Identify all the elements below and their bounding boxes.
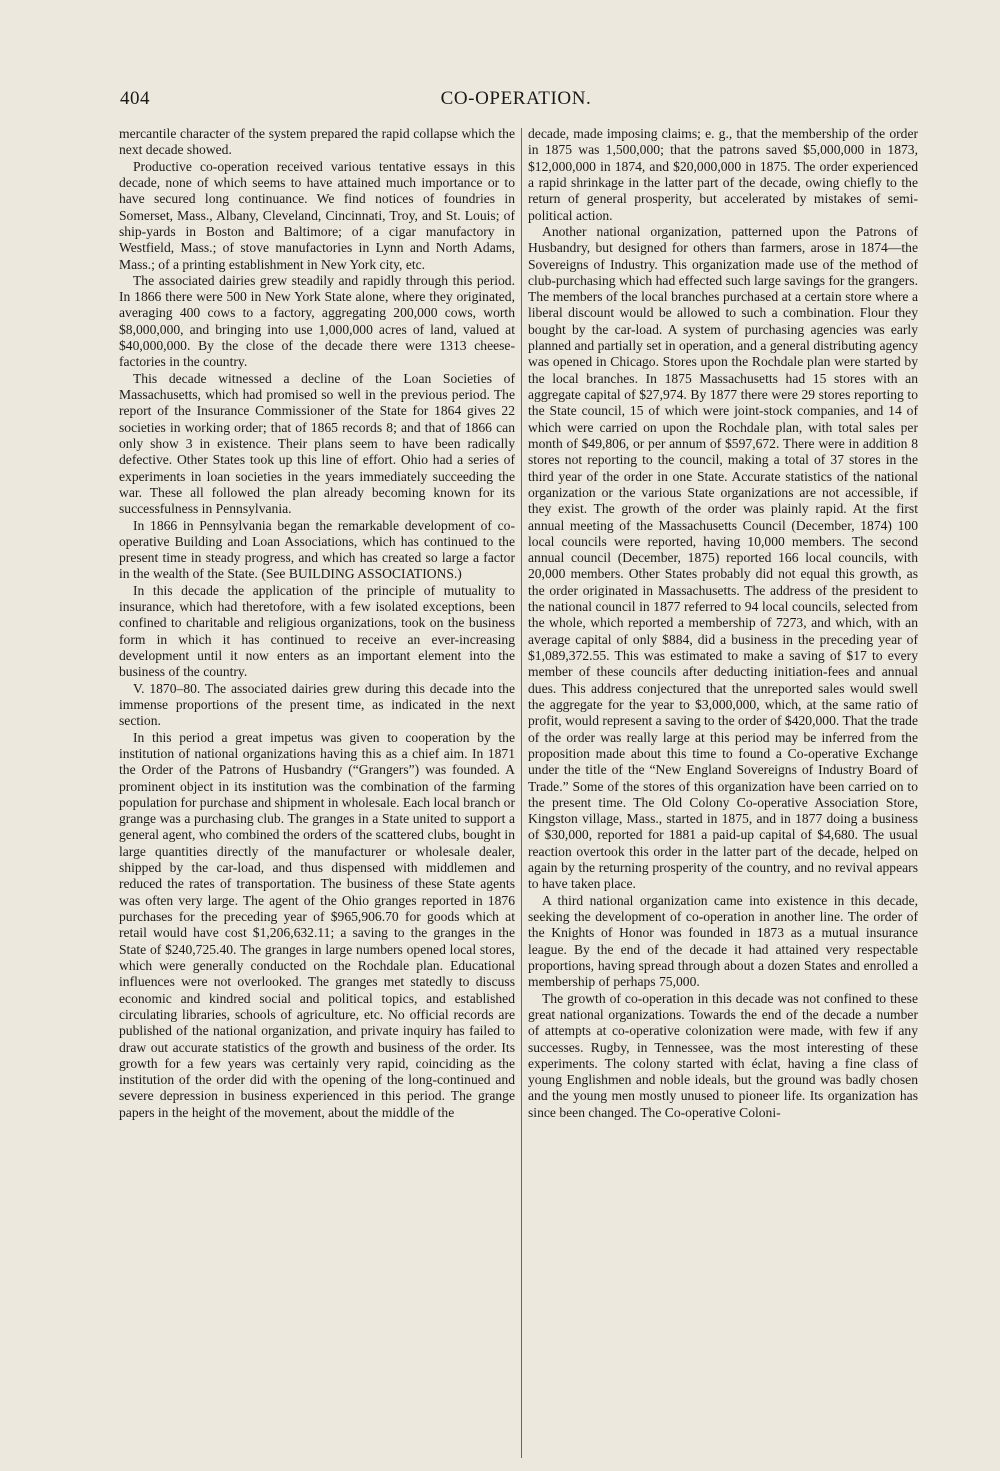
- right-column: [528, 126, 918, 1121]
- paragraph: In this decade the application of the principle of mutuality to insurance, which had theretofore, with a few isolated exceptions, been confined to charitable and religious organizations, took on the business form in which it has continued to receive an ever-increasing development until it now enters as an important element into the business of the country.: [119, 582, 515, 680]
- paragraph: mercantile character of the system prepared the rapid collapse which the next decade showed.: [119, 126, 515, 158]
- paragraph: The associated dairies grew steadily and rapidly through this period. In 1866 there were 500 in New York State alone, where they originated, averaging 400 cows to a factory, aggregating 200,000 cows, worth $8,000,000, and bringing into use 1,000,000 acres of land, valued at $40,000,000. By the close of the decade there were 1313 cheese-factories in the country.: [119, 272, 515, 370]
- left-column: [119, 126, 515, 1121]
- running-title: CO-OPERATION.: [440, 88, 592, 109]
- paragraph: V. 1870–80. The associated dairies grew during this decade into the immense proportions of the present time, as indicated in the next section.: [119, 680, 515, 729]
- page-number: 404: [120, 88, 150, 109]
- paragraph: A third national organization came into existence in this decade, seeking the development of co-operation in another line. The order of the Knights of Honor was founded in 1873 as a mutual insurance league. By the end of the decade it had attained very respectable proportions, having spread through about a dozen States and enrolled a membership of perhaps 75,000.: [528, 892, 918, 990]
- paragraph: This decade witnessed a decline of the Loan Societies of Massachusetts, which had promised so well in the previous period. The report of the Insurance Commissioner of the State for 1864 gives 22 societies in working order; that of 1865 records 8; and that of 1866 can only show 3 in existence. Their plans seem to have been radically defective. Other States took up this line of effort. Ohio had a series of experiments in loan societies in the years immediately succeeding the war. These all followed the plan already becoming known for its successfulness in Pennsylvania.: [119, 370, 515, 517]
- cross-reference: BUILDING ASSOCIATIONS.): [288, 566, 462, 582]
- paragraph: decade, made imposing claims; e. g., that the membership of the order in 1875 was 1,500,000; that the patrons saved $5,000,000 in 1873, $12,000,000 in 1874, and $20,000,000 in 1875. The order experienced a rapid shrinkage in the latter part of the decade, owing chiefly to the return of general prosperity, but accelerated by mistakes of semi-political action.: [528, 126, 918, 223]
- page-header: [120, 88, 912, 114]
- paragraph: Another national organization, patterned upon the Patrons of Husbandry, but designed for others than farmers, arose in 1874—the Sovereigns of Industry. This organization made use of the method of club-purchasing which had effected such large savings for the grangers. The members of the local branches purchased at a certain store where a liberal discount would be allowed to such a combination. Flour they bought by the car-load. A system of purchasing agencies was early planned and partially set in operation, and a general distributing agency was opened in Chicago. Stores upon the Rochdale plan were started by the local branches. In 1875 Massachusetts had 15 stores with an aggregate capital of $27,974. By 1877 there were 29 stores reporting to the State council, 15 of which were joint-stock companies, and 14 of which were carried on upon the Rochdale plan, with total sales per month of $49,806, or per annum of $597,672. There were in addition 8 stores not reporting to the council, making a total of 37 stores in the third year of the order in one State. Accurate statistics of the national organization or the various State organizations are not accessible, if they exist. The growth of the order was plainly rapid. At the first annual meeting of the Massachusetts Council (December, 1874) 100 local councils were reported, having 10,000 members. The second annual council (December, 1875) reported 166 local councils, with 20,000 members. Other States probably did not equal this growth, as the order originated in Massachusetts. The address of the president to the national council in 1877 referred to 94 local councils, selected from the whole, which reported a membership of 7273, and which, with an average capital of only $884, did a business in the preceding year of $1,089,372.55. This was estimated to make a saving of $17 to every member of these councils after deducting initiation-fees and annual dues. This address conjectured that the unreported sales would swell the aggregate for the year to $3,000,000, which, at the same ratio of profit, would represent a saving to the order of $420,000. That the trade of the order was really large at this period may be inferred from the proposition made about this time to found a Co-operative Exchange under the title of the “New England Sovereigns of Industry Board of Trade.” Some of the stores of this organization have been carried on to the present time. The Old Colony Co-operative Association Store, Kingston village, Mass., started in 1875, and in 1877 doing a business of $30,000, reported for 1881 a paid-up capital of $4,680. The usual reaction overtook this order in the latter part of the decade, helped on again by the returning prosperity of the country, and no revival appears to have taken place.: [528, 223, 918, 892]
- paragraph: Productive co-operation received various tentative essays in this decade, none of which seems to have attained much importance or to have secured long continuance. We find notices of foundries in Somerset, Mass., Albany, Cleveland, Cincinnati, Troy, and St. Louis; of ship-yards in Boston and Baltimore; of a cigar manufactory in Westfield, Mass.; of stove manufactories in Lynn and North Adams, Mass.; of a printing establishment in New York city, etc.: [119, 158, 515, 272]
- paragraph-text: In 1866 in Pennsylvania began the remarkable development of co-operative Building and Loan Associations, which has continued to the present time in steady progress, and which has created so large a factor in the wealth of the State. (See: [119, 517, 515, 582]
- paragraph: The growth of co-operation in this decade was not confined to these great national organizations. Towards the end of the decade a number of attempts at co-operative colonization were made, with few if any successes. Rugby, in Tennessee, was the most interesting of these experiments. The colony started with éclat, having a fine class of young Englishmen and noble ideals, but the ground was badly chosen and the young men mostly unused to pioneer life. Its organization has since been changed. The Co-operative Coloni-: [528, 990, 918, 1120]
- paragraph: [119, 518, 515, 583]
- paragraph: In this period a great impetus was given to cooperation by the institution of national organizations having this as a chief aim. In 1871 the Order of the Patrons of Husbandry (“Grangers”) was founded. A prominent object in its institution was the combination of the farming population for purchase and shipment in wholesale. Each local branch or grange was a purchasing club. The granges in a State united to support a general agent, who combined the orders of the scattered clubs, bought in large quantities directly of the manufacturer or wholesale dealer, shipped by the car-load, and thus dispensed with middlemen and reduced the rates of transportation. The business of these State agents was often very large. The agent of the Ohio granges reported in 1876 purchases for the preceding year of $965,906.70 for goods which at retail would have cost $1,206,632.11; a saving to the granges in the State of $240,725.40. The granges in large numbers opened local stores, which were generally conducted on the Rochdale plan. Educational influences were not overlooked. The granges met statedly to discuss economic and kindred social and political topics, and established circulating libraries, schools of agriculture, etc. No official records are published of the national organization, and private inquiry has failed to draw out accurate statistics of the growth and business of the order. Its growth for a few years was certainly very rapid, coinciding as the institution of the order did with the opening of the long-continued and severe depression in business experienced in this period. The grange papers in the height of the movement, about the middle of the: [119, 729, 515, 1120]
- column-divider: [521, 128, 522, 1458]
